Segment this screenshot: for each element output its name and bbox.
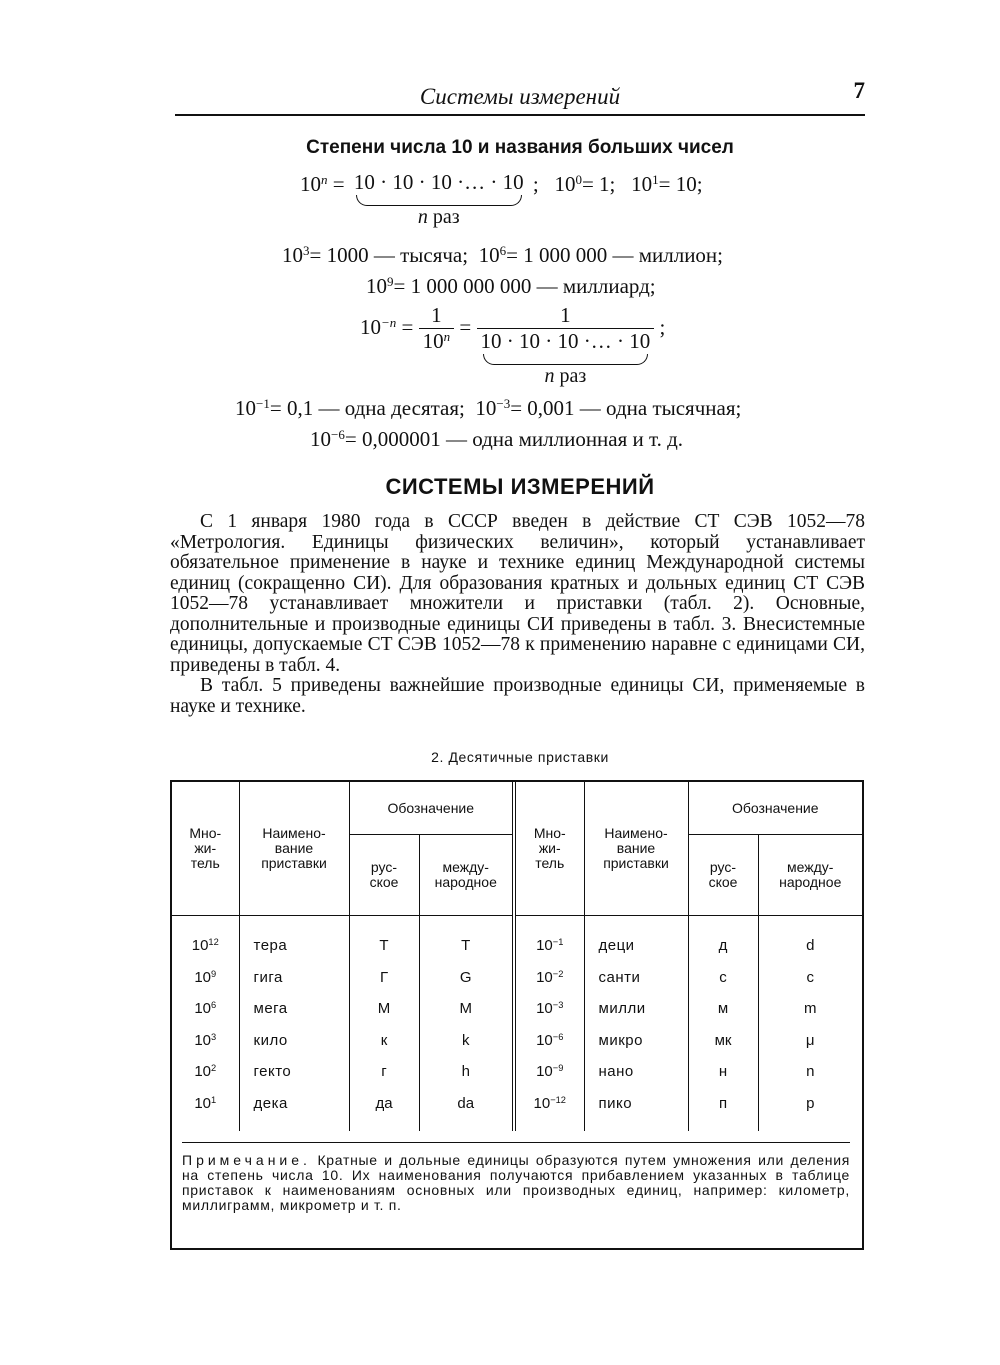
prefix-name-cell: нано — [584, 1056, 688, 1088]
prefix-name-cell: деци — [584, 930, 688, 962]
eq-product-brace: 10 · 10 · 10 ·… · 10 n раз — [353, 170, 524, 228]
prefix-name-cell: санти — [584, 962, 688, 994]
prefix-name-cell: дека — [239, 1088, 349, 1120]
table-row — [172, 993, 862, 1025]
multiplier-cell: $10^{-2}$ — [514, 962, 584, 994]
col-prefix-name-header: Наимено- вание приставки — [239, 782, 349, 916]
equation-tenth-thousandth: $10^{-1}= 0,1$ — одна десятая; $10^{-3}= 0,001$ — одна тысячная; — [235, 395, 742, 420]
table-row — [172, 962, 862, 994]
paragraph: В табл. 5 приведены важнейшие производные единицы СИ, применяемые в науке и технике. — [170, 675, 865, 717]
col-international-header: между- народное — [758, 835, 862, 916]
multiplier-cell: $10^{12}$ — [172, 930, 239, 962]
prefix-name-cell: милли — [584, 993, 688, 1025]
prefix-name-cell: микро — [584, 1025, 688, 1057]
equation-negative-power: $10^{-n}$ = $\frac{1}{10^n}$ = 1 10 · 10 · 10 ·… · 10 n раз ; — [360, 303, 666, 387]
eq-lhs: $10^n$ = — [300, 171, 345, 196]
prefix-table — [170, 780, 864, 1250]
russian-symbol-cell: п — [688, 1088, 758, 1120]
table-row — [172, 1025, 862, 1057]
international-symbol-cell: T — [419, 930, 514, 962]
fraction-one-over-power: $\frac{1}{10^n}$ — [419, 303, 455, 354]
multiplier-cell: $10^1$ — [172, 1088, 239, 1120]
international-symbol-cell: d — [758, 930, 862, 962]
multiplier-cell: $10^6$ — [172, 993, 239, 1025]
prefix-name-cell: мега — [239, 993, 349, 1025]
russian-symbol-cell: да — [349, 1088, 419, 1120]
paragraph: С 1 января 1980 года в СССР введен в действие СТ СЭВ 1052—78 «Метрология. Единицы физических величин», который устанавливает обязательное применение в науке и технике единиц Международной системы единиц (сокращенно СИ). Для образования кратных и дольных единиц СТ СЭВ 1052—78 устанавливает множители и приставки (табл. 2). Основные, дополнительные и производные единицы СИ приведены в табл. 3. Внесистемные единицы, допускаемые СТ СЭВ 1052—78 к применению наравне с единицами СИ, приведены в табл. 4. — [170, 511, 865, 676]
table-note — [182, 1142, 850, 1213]
running-header — [175, 78, 865, 116]
col-international-header: между- народное — [419, 835, 514, 916]
international-symbol-cell: G — [419, 962, 514, 994]
underbrace — [483, 354, 649, 365]
section-title: СИСТЕМЫ ИЗМЕРЕНИЙ — [385, 474, 655, 499]
russian-symbol-cell: г — [349, 1056, 419, 1088]
table-row — [172, 1088, 862, 1120]
running-title: Системы измерений — [419, 84, 621, 109]
page-number: 7 — [853, 78, 865, 103]
prefix-name-cell: гекто — [239, 1056, 349, 1088]
col-prefix-name-header: Наимено- вание приставки — [584, 782, 688, 916]
multiplier-cell: $10^2$ — [172, 1056, 239, 1088]
russian-symbol-cell: с — [688, 962, 758, 994]
international-symbol-cell: m — [758, 993, 862, 1025]
russian-symbol-cell: Т — [349, 930, 419, 962]
col-multiplier-header: Мно- жи- тель — [172, 782, 239, 916]
multiplier-cell: $10^{-6}$ — [514, 1025, 584, 1057]
russian-symbol-cell: д — [688, 930, 758, 962]
note-text: Кратные и дольные единицы образуются путем умножения или деления на степень числа 10. Их наименования получаются прибавлением указанных в таблице приставок к наименованиям основных или производных единиц, например: километр, миллиграмм, микрометр и т. п. — [182, 1152, 850, 1213]
multiplier-cell: $10^9$ — [172, 962, 239, 994]
international-symbol-cell: M — [419, 993, 514, 1025]
multiplier-cell: $10^{-1}$ — [514, 930, 584, 962]
russian-symbol-cell: мк — [688, 1025, 758, 1057]
equation-power-n: $10^n$ = 10 · 10 · 10 ·… · 10 n раз ; $10^0= 1$; $10^1= 10$; — [300, 170, 703, 228]
prefix-name-cell: пико — [584, 1088, 688, 1120]
col-designation-header: Обозначение — [349, 782, 514, 835]
equation-thousand-million: $10^3= 1000$ — тысяча; $10^6= 1$ 000 000 — миллион; — [282, 242, 723, 267]
note-label: Примечание. — [182, 1152, 311, 1168]
underbrace — [356, 195, 522, 206]
international-symbol-cell: k — [419, 1025, 514, 1057]
col-russian-header: рус- ское — [349, 835, 419, 916]
multiplier-cell: $10^{-9}$ — [514, 1056, 584, 1088]
international-symbol-cell: n — [758, 1056, 862, 1088]
russian-symbol-cell: м — [688, 993, 758, 1025]
prefix-grid — [172, 782, 862, 1131]
international-symbol-cell: h — [419, 1056, 514, 1088]
table-caption: 2. Десятичные приставки — [431, 749, 609, 765]
col-russian-header: рус- ское — [688, 835, 758, 916]
table-row — [172, 1056, 862, 1088]
powers-heading: Степени числа 10 и названия больших чисел — [306, 137, 734, 158]
multiplier-cell: $10^3$ — [172, 1025, 239, 1057]
prefix-name-cell: гига — [239, 962, 349, 994]
multiplier-cell: $10^{-3}$ — [514, 993, 584, 1025]
section-body — [170, 512, 865, 717]
international-symbol-cell: p — [758, 1088, 862, 1120]
multiplier-cell: $10^{-12}$ — [514, 1088, 584, 1120]
table-row — [172, 930, 862, 962]
international-symbol-cell: c — [758, 962, 862, 994]
russian-symbol-cell: к — [349, 1025, 419, 1057]
international-symbol-cell: da — [419, 1088, 514, 1120]
col-multiplier-header: Мно- жи- тель — [514, 782, 584, 916]
prefix-name-cell: кило — [239, 1025, 349, 1057]
fraction-one-over-product: 1 10 · 10 · 10 ·… · 10 n раз — [477, 303, 655, 388]
col-designation-header: Обозначение — [688, 782, 862, 835]
prefix-name-cell: тера — [239, 930, 349, 962]
russian-symbol-cell: М — [349, 993, 419, 1025]
equation-millionth: $10^{-6}= 0,000001$ — одна миллионная и т. д. — [310, 426, 684, 451]
international-symbol-cell: μ — [758, 1025, 862, 1057]
russian-symbol-cell: Г — [349, 962, 419, 994]
russian-symbol-cell: н — [688, 1056, 758, 1088]
equation-billion: $10^9= 1$ 000 000 000 — миллиард; — [366, 273, 656, 298]
